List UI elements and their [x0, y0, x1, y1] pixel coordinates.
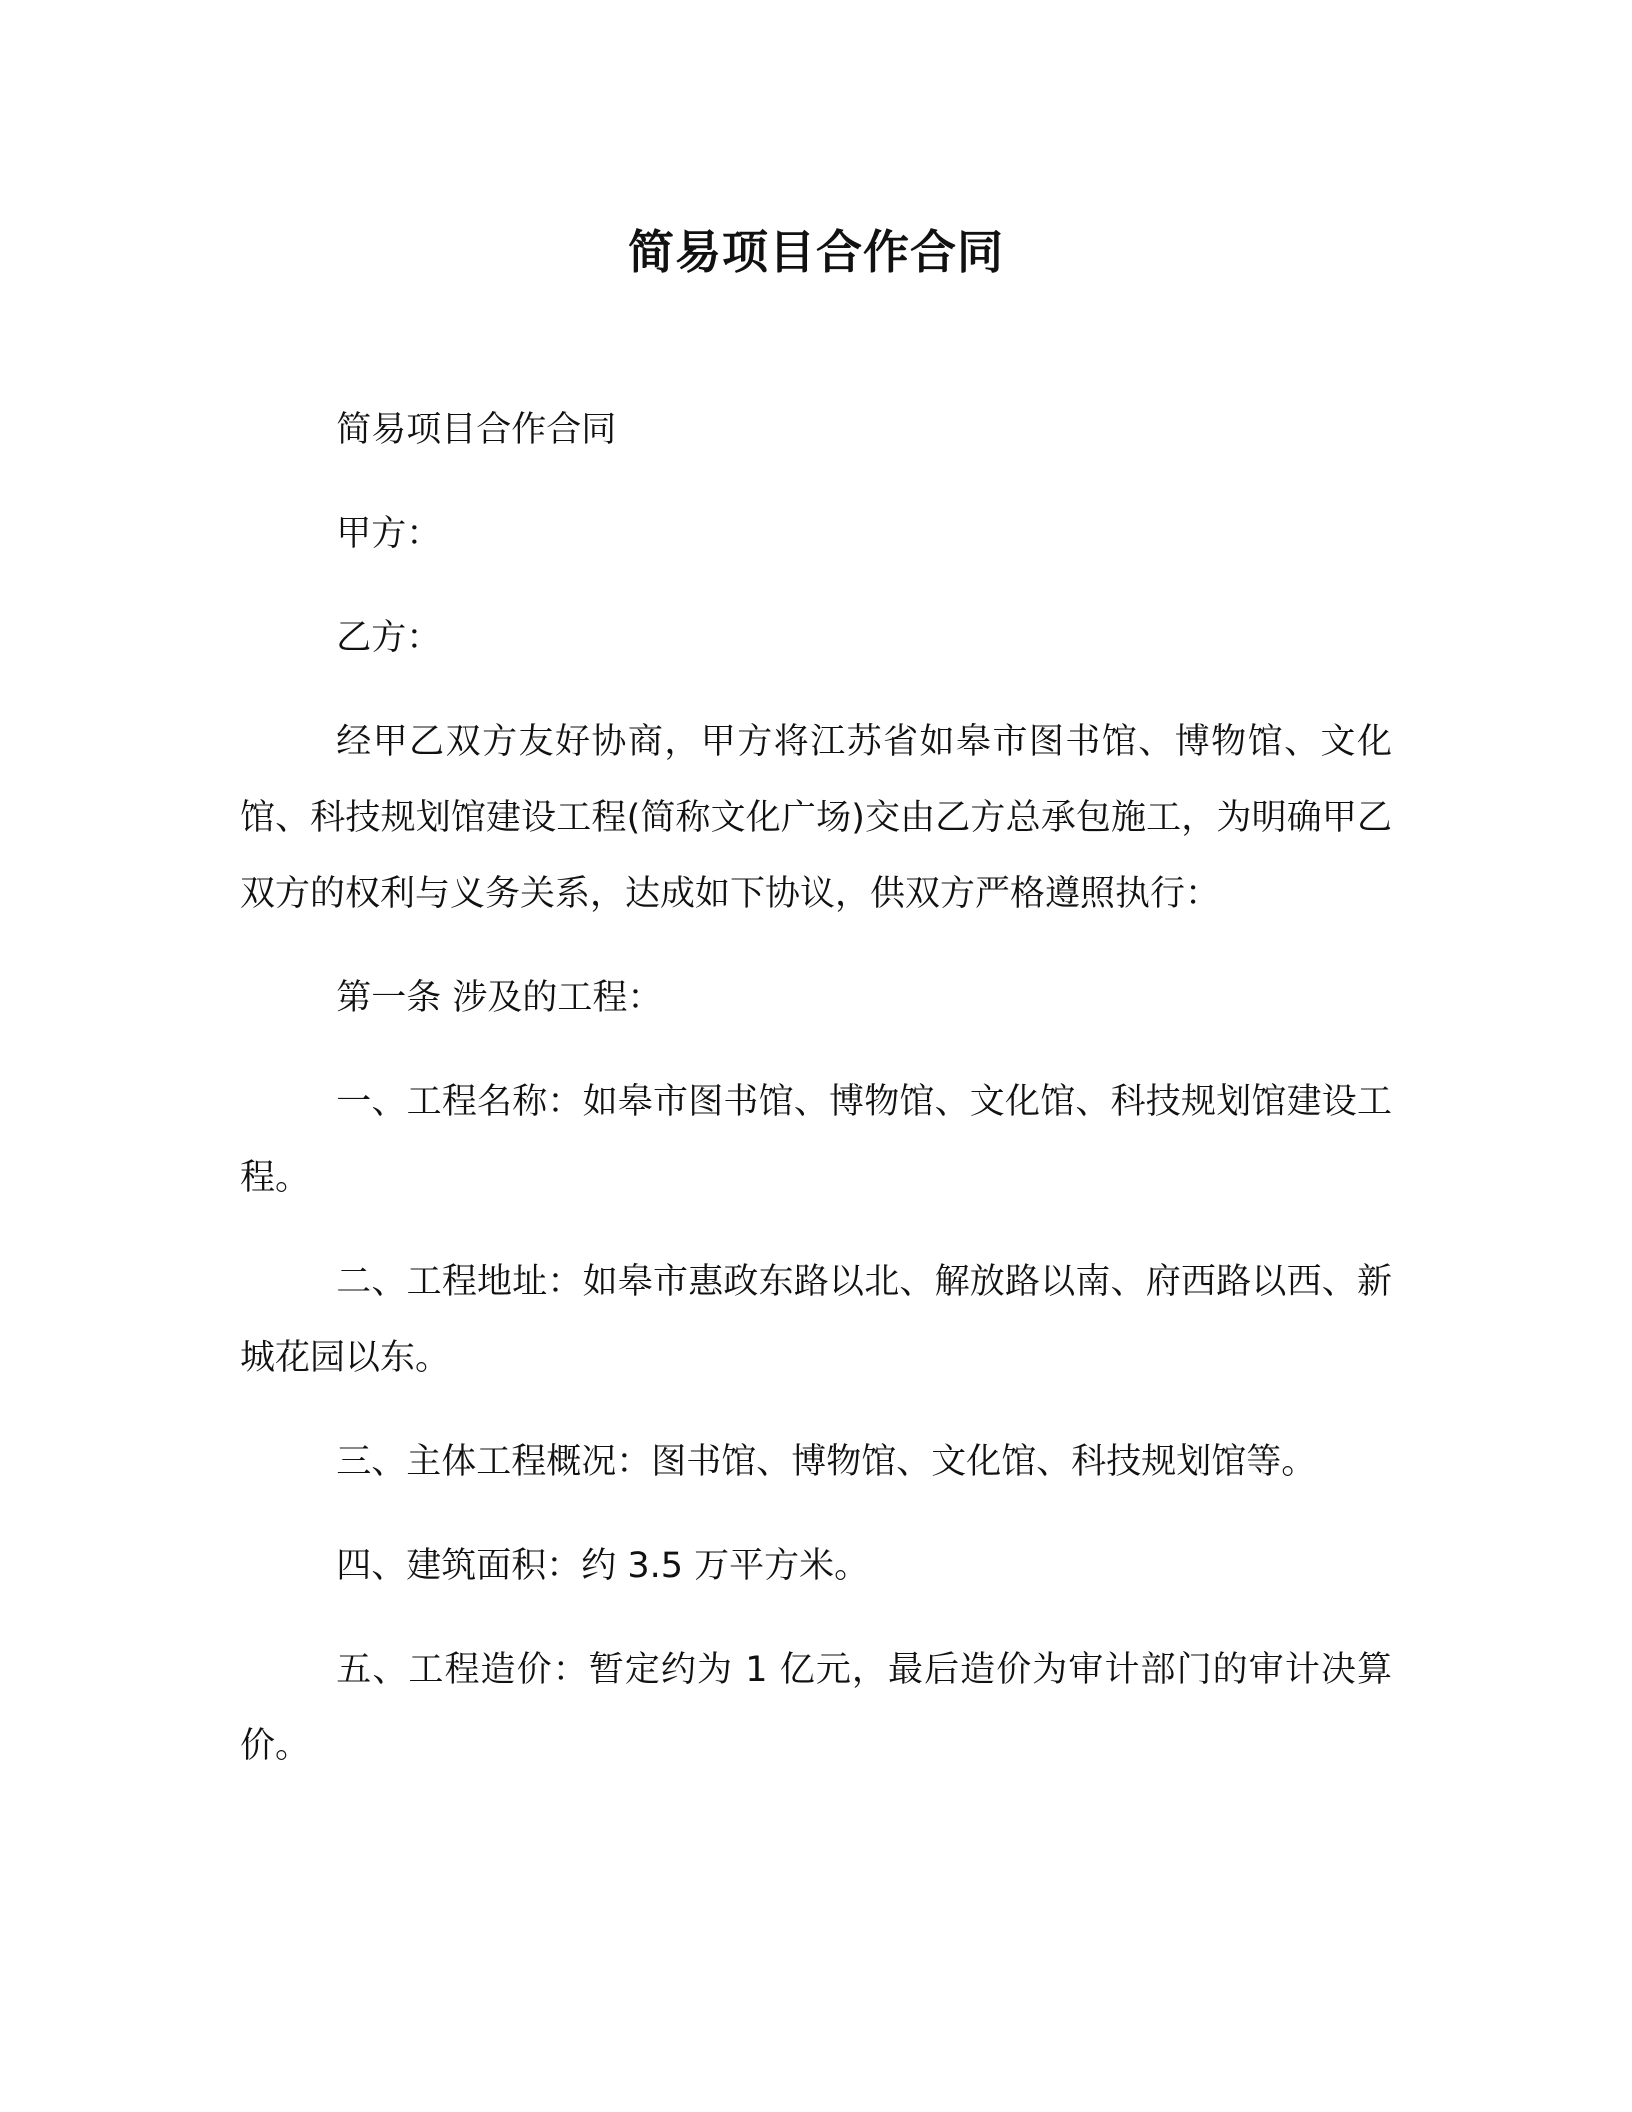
document-body	[240, 392, 1392, 1812]
paragraph-project-cost: 五、工程造价：暂定约为 1 亿元，最后造价为审计部门的审计决算价。	[240, 1650, 1392, 1766]
paragraph-article-1: 第一条 涉及的工程：	[336, 978, 663, 1018]
paragraph-intro: 经甲乙双方友好协商，甲方将江苏省如皋市图书馆、博物馆、文化馆、科技规划馆建设工程(简称文化广场)交由乙方总承包施工，为明确甲乙双方的权利与义务关系，达成如下协议，供双方严格遵照执行：	[240, 722, 1392, 914]
paragraph-party-b: 乙方：	[336, 618, 442, 658]
paragraph-project-address: 二、工程地址：如皋市惠政东路以北、解放路以南、府西路以西、新城花园以东。	[240, 1262, 1392, 1378]
paragraph-building-area: 四、建筑面积：约 3.5 万平方米。	[336, 1546, 870, 1586]
paragraph-heading: 简易项目合作合同	[336, 410, 617, 450]
paragraph-party-a: 甲方：	[336, 514, 442, 554]
document-title: 简易项目合作合同	[628, 225, 1004, 279]
paragraph-project-name: 一、工程名称：如皋市图书馆、博物馆、文化馆、科技规划馆建设工程。	[240, 1082, 1392, 1198]
paragraph-project-overview: 三、主体工程概况：图书馆、博物馆、文化馆、科技规划馆等。	[336, 1442, 1317, 1482]
